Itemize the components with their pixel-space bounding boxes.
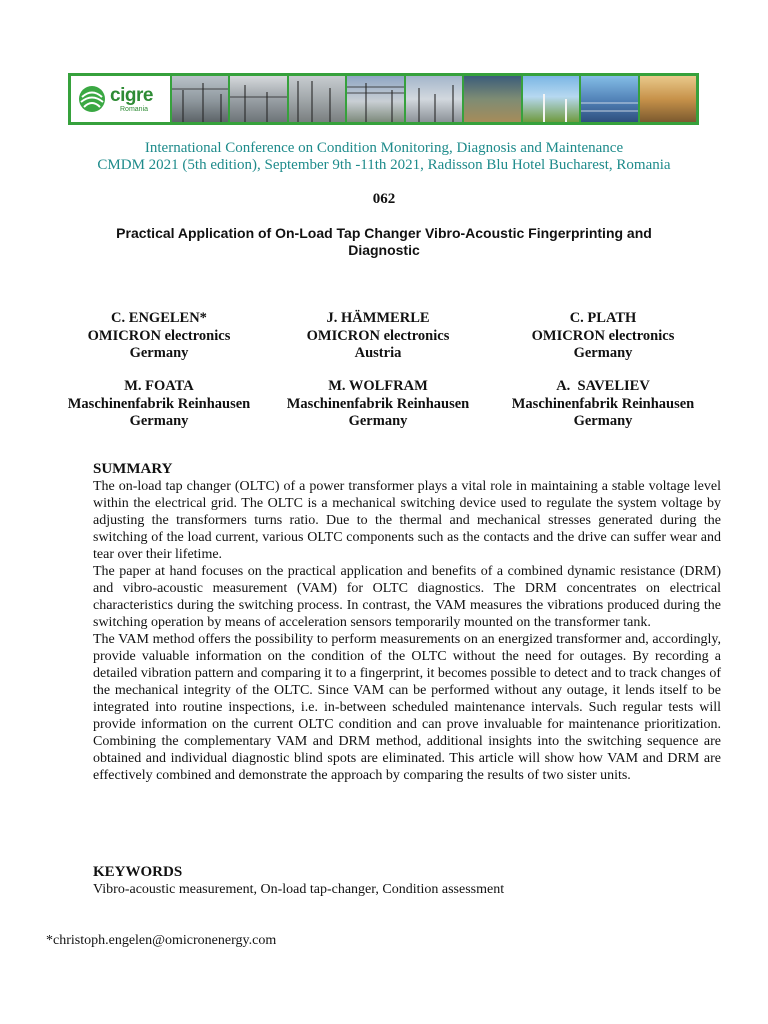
author-affiliation: Maschinenfabrik Reinhausen <box>286 395 470 412</box>
author-block <box>498 378 708 431</box>
engineer-photo <box>640 76 696 122</box>
author-name: C. ENGELEN* <box>111 310 207 326</box>
author-block <box>54 378 264 431</box>
summary-heading: SUMMARY <box>93 461 173 477</box>
author-name: M. FOATA <box>124 378 194 394</box>
logo-word: cigre <box>110 84 153 106</box>
author-block <box>273 310 483 363</box>
author-name: J. HÄMMERLE <box>326 310 430 326</box>
author-affiliation: Maschinenfabrik Reinhausen <box>511 395 695 412</box>
author-affiliation: Maschinenfabrik Reinhausen <box>67 395 251 412</box>
author-name: M. WOLFRAM <box>328 378 428 394</box>
author-country: Germany <box>348 413 408 429</box>
summary-paragraph: The VAM method offers the possibility to perform measurements on an energized transformer and, accordingly, provide valuable information on the condition of the OLTC without the need for outages. By recording a detailed vibration pattern and comparing it to a fingerprint, it becomes possible to detect and to track changes of the mechanical integrity of the OLTC. Since VAM can be performed without any outage, it lends itself to be integrated into routine inspections, i.e. in-between scheduled maintenance intervals. Such regular tests will provide information on the current OLTC condition and can prove invaluable for maintenance prioritization. Combining the complementary VAM and DRM method, additional insights into the switching sequence are obtained and individual diagnostic blind spots are eliminated. This article will show how VAM and DRM are effectively combined and demonstrate the approach by comparing the results of two sister units. <box>93 632 721 783</box>
cigre-globe-icon <box>77 84 107 114</box>
author-name: A. SAVELIEV <box>556 378 650 394</box>
paper-title: Practical Application of On-Load Tap Changer Vibro-Acoustic Fingerprinting and Diagnostic <box>116 225 652 258</box>
transformer-photo <box>406 76 462 122</box>
conference-hall-photo <box>464 76 520 122</box>
author-country: Germany <box>573 345 633 361</box>
conference-name: International Conference on Condition Monitoring, Diagnosis and Maintenance <box>144 140 624 156</box>
author-block <box>498 310 708 363</box>
logo-subtitle: Romania <box>120 105 149 113</box>
author-country: Germany <box>573 413 633 429</box>
summary-paragraph: The paper at hand focuses on the practical application and benefits of a combined dynamic resistance (DRM) and vibro-acoustic measurement (VAM) for OLTC diagnostics. The DRM concentrates on electrical characteristics during the switching process. In contrast, the VAM measures the vibrations produced during the switching operation by means of acceleration sensors temporarily mounted on the transformer tank. <box>93 564 721 630</box>
cigre-logo <box>71 76 170 122</box>
summary-paragraph: The on-load tap changer (OLTC) of a power transformer plays a vital role in maintaining a stable voltage level within the electrical grid. The OLTC is a mechanical switching device used to regulate the system voltage by adjusting the transformers turns ratio. Due to the thermal and mechanical stresses generated during the switching of the load current, various OLTC components such as the contacts and the drive can suffer wear and tear over their lifetime. <box>93 479 721 562</box>
tap-changer-photo <box>289 76 345 122</box>
author-block <box>273 378 483 431</box>
power-lines-photo <box>347 76 403 122</box>
wind-turbines-photo <box>523 76 579 122</box>
author-country: Austria <box>354 345 402 361</box>
author-affiliation: OMICRON electronics <box>531 327 675 344</box>
author-name: C. PLATH <box>569 310 637 326</box>
corresponding-author-email: *christoph.engelen@omicronenergy.com <box>46 933 277 948</box>
paper-number: 062 <box>372 191 396 207</box>
solar-panels-photo <box>581 76 637 122</box>
conference-banner <box>68 73 699 125</box>
conference-details: CMDM 2021 (5th edition), September 9th -11th 2021, Radisson Blu Hotel Bucharest, Romania <box>97 157 671 173</box>
keywords-heading: KEYWORDS <box>93 864 183 880</box>
author-country: Germany <box>129 413 189 429</box>
substation-photo <box>172 76 228 122</box>
switchgear-photo <box>230 76 286 122</box>
author-country: Germany <box>129 345 189 361</box>
author-block <box>54 310 264 363</box>
keywords-text: Vibro-acoustic measurement, On-load tap-changer, Condition assessment <box>93 882 505 897</box>
summary-body <box>93 478 721 784</box>
author-affiliation: OMICRON electronics <box>87 327 231 344</box>
author-affiliation: OMICRON electronics <box>306 327 450 344</box>
